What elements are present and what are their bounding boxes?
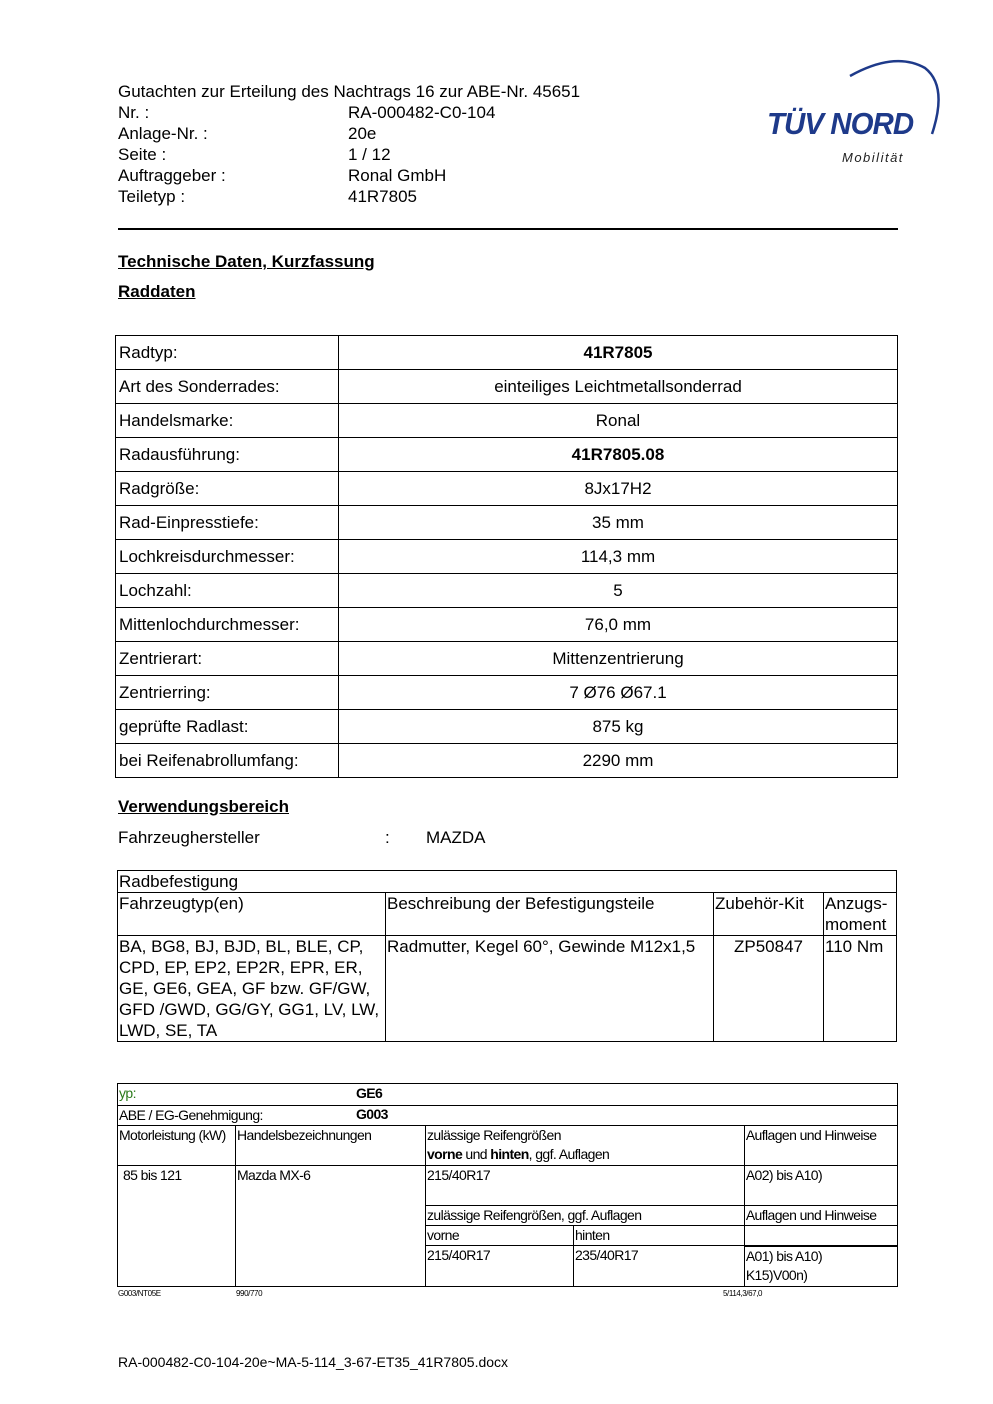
- document-title: Gutachten zur Erteilung des Nachtrags 16 zur ABE-Nr. 45651: [118, 82, 581, 101]
- col-header-reifengroessen: [426, 1126, 745, 1166]
- hersteller-separator: :: [385, 828, 390, 847]
- row-value: 2290 mm: [339, 744, 898, 778]
- header-value: 1 / 12: [348, 145, 391, 164]
- row-label: Lochkreisdurchmesser:: [116, 540, 339, 574]
- vorne-header: vorne: [426, 1226, 574, 1246]
- row-label: Rad-Einpresstiefe:: [116, 506, 339, 540]
- col-header-handelsbezeichnungen: Handelsbezeichnungen: [236, 1126, 426, 1166]
- auflagen-cell: A02) bis A10): [744, 1166, 897, 1206]
- table-row: [116, 608, 898, 642]
- header-label: Anlage-Nr. :: [118, 124, 208, 143]
- table-row: [118, 936, 897, 1042]
- table-header-row: [118, 893, 897, 936]
- auflagen2-line2: K15)V00n): [745, 1266, 808, 1283]
- row-label: Radtyp:: [116, 336, 339, 370]
- table-row: [116, 574, 898, 608]
- reifen-header-hinten: hinten: [490, 1146, 529, 1162]
- col-header-auflagen: Auflagen und Hinweise: [744, 1126, 897, 1166]
- reifengroessen-header-2: zulässige Reifengrößen, ggf. Auflagen: [426, 1206, 745, 1226]
- vorne-cell: 215/40R17: [426, 1246, 574, 1287]
- table-row: [116, 472, 898, 506]
- motorleistung-cell: 85 bis 121: [118, 1166, 236, 1287]
- table-row: [116, 710, 898, 744]
- row-label: Art des Sonderrades:: [116, 370, 339, 404]
- radbefestigung-title: Radbefestigung: [118, 871, 897, 893]
- fahrzeugtypen-cell: BA, BG8, BJ, BJD, BL, BLE, CP, CPD, EP, EP2, EP2R, EPR, ER, GE, GE6, GEA, GF bzw. GF/GW, GFD /GWD, GG/GY, GG1, LV, LW, LWD, SE, TA: [118, 936, 386, 1042]
- row-value: Mittenzentrierung: [339, 642, 898, 676]
- document-header: [118, 81, 580, 207]
- table-row: [116, 744, 898, 778]
- header-value: 41R7805: [348, 187, 418, 206]
- auflagen2-line1: A01) bis A10): [745, 1247, 823, 1264]
- logo-subtitle: Mobilität: [842, 150, 904, 165]
- code-label: 5/114,3/67,0: [723, 1289, 763, 1298]
- reifen-header-line2: [427, 1145, 743, 1164]
- tuv-nord-logo: [760, 56, 945, 171]
- row-label: geprüfte Radlast:: [116, 710, 339, 744]
- table-row: [116, 438, 898, 472]
- col-header: Zubehör-Kit: [714, 893, 824, 936]
- row-label: Mittenlochdurchmesser:: [116, 608, 339, 642]
- header-divider: [118, 228, 898, 230]
- table-row: [116, 540, 898, 574]
- table-row: [118, 871, 897, 893]
- auflagen-header-2: Auflagen und Hinweise: [744, 1206, 897, 1226]
- header-row: [118, 102, 580, 123]
- logo-brand: TÜV NORD: [767, 106, 914, 141]
- header-label: Nr. :: [118, 103, 150, 122]
- row-value: 114,3 mm: [339, 540, 898, 574]
- typ-row: [118, 1084, 898, 1106]
- col-header: Anzugs-moment: [824, 893, 897, 936]
- header-value: RA-000482-C0-104: [348, 103, 496, 122]
- row-value: 76,0 mm: [339, 608, 898, 642]
- row-label: Radgröße:: [116, 472, 339, 506]
- anzugsmoment-cell: 110 Nm: [824, 936, 897, 1042]
- reifengroesse-cell: 215/40R17: [426, 1166, 745, 1206]
- reifen-header-line1: zulässige Reifengrößen: [427, 1127, 561, 1143]
- table-header-row: [118, 1126, 898, 1166]
- row-label: Radausführung:: [116, 438, 339, 472]
- row-value: 875 kg: [339, 710, 898, 744]
- col-header: Beschreibung der Befestigungsteile: [386, 893, 714, 936]
- radbefestigung-table: [117, 870, 897, 1042]
- raddaten-table: [115, 335, 898, 778]
- section-heading-raddaten: Raddaten: [118, 282, 196, 301]
- row-value: 8Jx17H2: [339, 472, 898, 506]
- row-value: Ronal: [339, 404, 898, 438]
- header-row: [118, 144, 580, 165]
- row-value: 41R7805.08: [339, 438, 898, 472]
- abe-value: G003: [356, 1106, 388, 1122]
- row-value: einteiliges Leichtmetallsonderrad: [339, 370, 898, 404]
- col-header-motorleistung: Motorleistung (kW): [118, 1126, 236, 1166]
- table-row: [118, 1084, 898, 1106]
- header-value: Ronal GmbH: [348, 166, 447, 185]
- zubehoer-kit-cell: ZP50847: [714, 936, 824, 1042]
- hersteller-value: MAZDA: [426, 828, 486, 847]
- beschreibung-cell: Radmutter, Kegel 60°, Gewinde M12x1,5: [386, 936, 714, 1042]
- table-row: [116, 404, 898, 438]
- section-heading-verwendungsbereich: Verwendungsbereich: [118, 797, 289, 816]
- header-label: Auftraggeber :: [118, 166, 226, 185]
- header-row: [118, 165, 580, 186]
- col-header: Fahrzeugtyp(en): [118, 893, 386, 936]
- auflagen2-cell: [744, 1246, 897, 1287]
- table-row: [116, 676, 898, 710]
- row-value: 35 mm: [339, 506, 898, 540]
- row-label: bei Reifenabrollumfang:: [116, 744, 339, 778]
- table-row: [116, 336, 898, 370]
- footer-filename: RA-000482-C0-104-20e~MA-5-114_3-67-ET35_41R7805.docx: [118, 1354, 509, 1370]
- typ-label: yp:: [119, 1085, 136, 1101]
- row-label: Handelsmarke:: [116, 404, 339, 438]
- code-label: 990/770: [236, 1289, 263, 1298]
- typ-value: GE6: [356, 1085, 383, 1101]
- reifen-header-vorne: vorne: [427, 1146, 463, 1162]
- fahrzeug-table: [117, 1083, 898, 1287]
- header-value: 20e: [348, 124, 377, 143]
- section-heading-technische-daten: Technische Daten, Kurzfassung: [118, 252, 375, 271]
- header-row: [118, 123, 580, 144]
- row-label: Zentrierart:: [116, 642, 339, 676]
- table-row: [118, 1166, 898, 1206]
- code-label: G003/NT05E: [118, 1289, 161, 1298]
- hersteller-label: Fahrzeughersteller: [118, 828, 260, 847]
- table-row: [116, 642, 898, 676]
- reifen-header-und: und: [462, 1146, 491, 1162]
- table-row: [118, 1106, 898, 1126]
- header-label: Teiletyp :: [118, 187, 186, 206]
- auflagen-spacer: [744, 1226, 897, 1246]
- table-row: [116, 506, 898, 540]
- row-value: 7 Ø76 Ø67.1: [339, 676, 898, 710]
- table-row: [116, 370, 898, 404]
- row-value: 5: [339, 574, 898, 608]
- row-label: Zentrierring:: [116, 676, 339, 710]
- handelsbezeichnung-cell: Mazda MX-6: [236, 1166, 426, 1287]
- header-row: [118, 186, 580, 207]
- row-value: 41R7805: [339, 336, 898, 370]
- hinten-cell: 235/40R17: [574, 1246, 745, 1287]
- row-label: Lochzahl:: [116, 574, 339, 608]
- reifen-header-auflagen: , ggf. Auflagen: [528, 1146, 610, 1162]
- hinten-header: hinten: [574, 1226, 745, 1246]
- header-label: Seite :: [118, 145, 167, 164]
- abe-label: ABE / EG-Genehmigung:: [119, 1107, 263, 1123]
- abe-row: [118, 1106, 898, 1126]
